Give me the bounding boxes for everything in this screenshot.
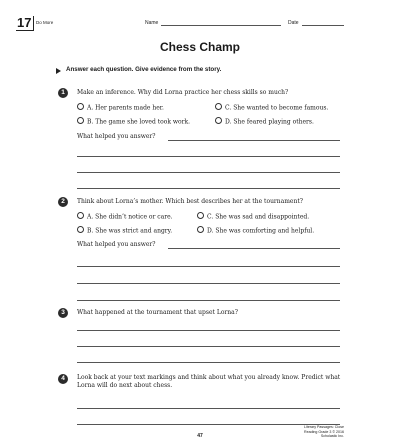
radio-circle-icon[interactable] [197, 212, 204, 219]
evidence-label: What helped you answer? [77, 133, 156, 140]
radio-circle-icon[interactable] [215, 103, 222, 110]
question-number: 1 [58, 88, 68, 98]
answer-option[interactable]: B. She was strict and angry. [77, 226, 172, 235]
question-text: Think about Lorna’s mother. Which best describes her at the tournament? [77, 198, 303, 205]
radio-circle-icon[interactable] [77, 226, 84, 233]
answer-option[interactable]: A. She didn’t notice or care. [77, 212, 173, 221]
name-line[interactable] [161, 25, 281, 26]
question-number: 3 [58, 308, 68, 318]
question-number: 4 [58, 374, 68, 384]
answer-line[interactable] [77, 266, 340, 267]
footer-page-number: 47 [197, 433, 203, 439]
radio-circle-icon[interactable] [77, 103, 84, 110]
name-label: Name [145, 20, 159, 26]
answer-line[interactable] [77, 283, 340, 284]
section-label: Do More [36, 20, 54, 25]
page-number: 17 [17, 15, 32, 30]
question-text: What happened at the tournament that upset Lorna? [77, 309, 238, 316]
answer-line[interactable] [77, 408, 340, 409]
evidence-label: What helped you answer? [77, 241, 156, 248]
answer-line[interactable] [168, 140, 340, 141]
question-number: 2 [58, 197, 68, 207]
answer-option[interactable]: B. The game she loved took work. [77, 117, 190, 126]
copyright-credit: Literary Passages: Close Reading Grade 3 © 2016 Scholastic Inc. [303, 425, 344, 438]
date-label: Date [288, 20, 299, 26]
answer-line[interactable] [168, 248, 340, 249]
answer-line[interactable] [77, 330, 340, 331]
answer-option[interactable]: C. She was sad and disappointed. [197, 212, 309, 221]
radio-circle-icon[interactable] [197, 226, 204, 233]
answer-option[interactable]: D. She feared playing others. [215, 117, 314, 126]
answer-line[interactable] [77, 172, 340, 173]
answer-line[interactable] [77, 156, 340, 157]
answer-option[interactable]: A. Her parents made her. [77, 103, 164, 112]
triangle-bullet-icon [56, 68, 61, 74]
answer-option[interactable]: C. She wanted to become famous. [215, 103, 328, 112]
question-text: Make an inference. Why did Lorna practice her chess skills so much? [77, 89, 289, 96]
answer-line[interactable] [77, 346, 340, 347]
answer-line[interactable] [77, 300, 340, 301]
radio-circle-icon[interactable] [77, 117, 84, 124]
answer-line[interactable] [77, 188, 340, 189]
date-line[interactable] [302, 25, 344, 26]
instruction-text: Answer each question. Give evidence from the story. [66, 66, 222, 73]
answer-option[interactable]: D. She was comforting and helpful. [197, 226, 314, 235]
answer-line[interactable] [77, 362, 340, 363]
header-rule [16, 30, 34, 31]
radio-circle-icon[interactable] [77, 212, 84, 219]
radio-circle-icon[interactable] [215, 117, 222, 124]
page-title: Chess Champ [159, 40, 241, 54]
header-divider [33, 16, 34, 30]
question-text: Look back at your text markings and think about what you already know. Predict what Lorna will do next about chess. [77, 374, 341, 389]
